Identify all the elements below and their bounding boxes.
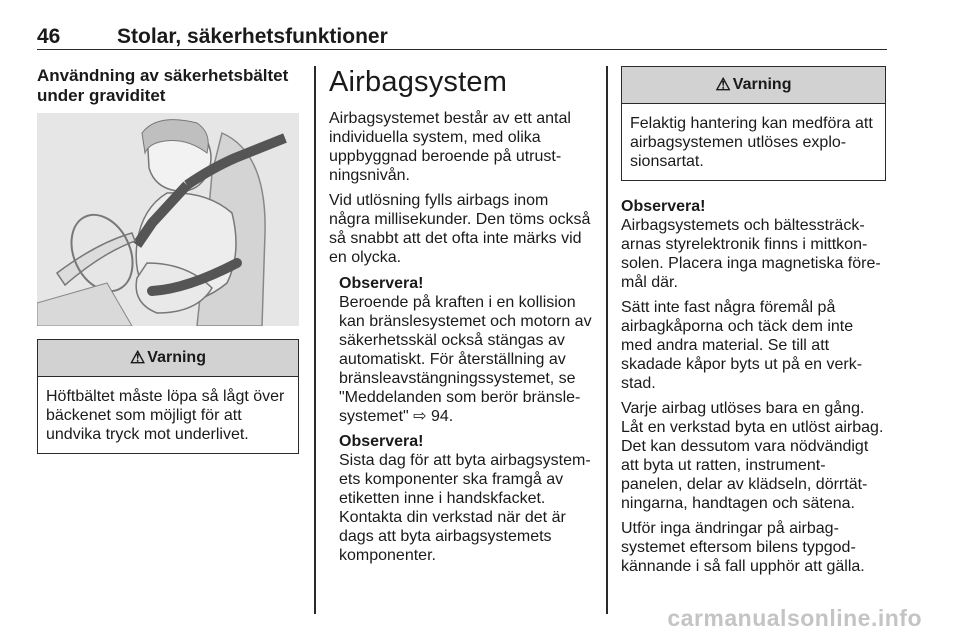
note-text: Beroende på kraften i en kollision kan bränslesystemet och motorn av säkerhetsskäl också stängas av automatiskt. För återställning av bränsleavstängningssystemet, se "Meddelanden som berör bränsle-systemet" ⇨ 94. [339,294,592,425]
pregnant-seatbelt-illustration [37,113,299,326]
warning-triangle-icon: ⚠ [715,75,731,94]
note [339,274,593,565]
paragraph: Vid utlösning fylls airbags inom några millisekunder. Den töms också så snabbt att det ofta inte märks vid en olycka. [329,192,591,266]
warning-label: Varning [732,76,792,93]
page-header [37,21,887,50]
paragraph: Varje airbag utlöses bara en gång. Låt en verkstad byta en utlöst airbag. Det kan dessutom vara nödvändigt att byta ut ratten, instrument-panelen, delar av klädseln, dörrtät-ningarna, handtagen och sätena. [621,400,884,512]
paragraph: Utför inga ändringar på airbag-systemet eftersom bilens typgod-kännande i så fall upphör att gälla. [621,520,865,575]
warning-text: Felaktig hantering kan medföra att airbagsystemen utlöses explo-sionsartat. [630,115,873,170]
chapter-title: Stolar, säkerhetsfunktioner [117,25,388,48]
note-label: Observera! [621,198,706,215]
column-right [621,66,886,576]
note-label: Observera! [339,275,424,292]
column-middle [329,66,593,565]
page-number: 46 [37,25,61,48]
warning-box [37,339,299,454]
column-divider [314,66,316,614]
paragraph: Sätt inte fast några föremål på airbagkåporna och täck dem inte med andra material. Se till att skadade kåpor byts ut på en verk-stad. [621,299,863,392]
warning-header [38,340,298,377]
warning-text: Höftbältet måste löpa så lågt över bäckenet som möjligt för att undvika tryck mot underlivet. [46,388,285,443]
warning-header [622,67,885,104]
warning-box [621,66,886,181]
warning-triangle-icon: ⚠ [130,348,146,367]
section-subheading: Användning av säkerhetsbältet under graviditet [37,66,289,105]
note-label: Observera! [339,433,424,450]
section-title: Airbagsystem [329,66,508,98]
watermark: carmanualsonline.info [667,605,922,631]
column-divider [606,66,608,614]
note-text: Sista dag för att byta airbagsystem-ets komponenter ska framgå av etiketten inne i handskfacket. Kontakta din verkstad när det är dags att byta airbagsystemets komponenter. [339,452,591,564]
warning-label: Varning [147,349,206,366]
column-left [37,66,299,106]
paragraph: Airbagsystemet består av ett antal individuella system, med olika uppbyggnad beroende på utrust-ningsnivån. [329,110,571,184]
note-text: Airbagsystemets och bältessträck-arnas styrelektronik finns i mittkon-solen. Placera inga magnetiska före-mål där. [621,217,881,291]
